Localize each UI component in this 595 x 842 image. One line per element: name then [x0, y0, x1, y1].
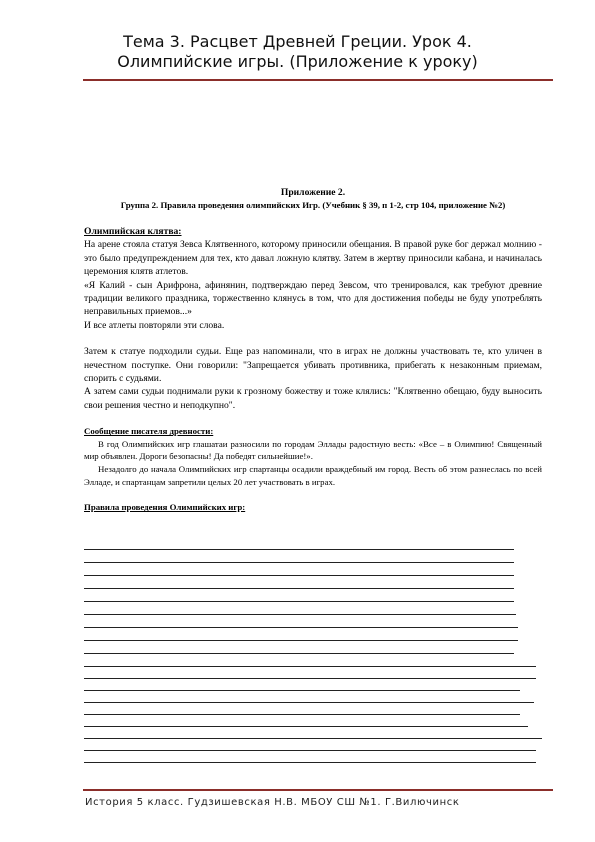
- group-assignment-text: Группа 2. Правила проведения олимпийских Игр. (Учебник § 39, п 1-2, стр 104, приложение №2): [120, 200, 506, 211]
- answer-line[interactable]: [84, 738, 542, 739]
- oath-quote: «Я Калий - сын Арифрона, афинянин, подтверждаю перед Зевсом, что тренировался, как требуют древние традиции великого праздника, торжественно клянусь в том, что для достижения победы не буду употреблять неправильных приемов...»: [84, 279, 542, 318]
- oath-after-text: И все атлеты повторяли эти слова.: [84, 319, 225, 331]
- answer-line[interactable]: [84, 750, 536, 751]
- oath-heading: Олимпийская клятва:: [84, 226, 182, 237]
- answer-line[interactable]: [84, 678, 536, 679]
- appendix-title: Приложение 2.: [280, 187, 346, 198]
- document-body: [84, 186, 542, 514]
- answer-lines: [84, 549, 544, 763]
- answer-line[interactable]: [84, 762, 536, 763]
- oath-paragraph: На арене стояла статуя Зевса Клятвенного, которому приносили обещания. В правой руке бог держал молнию - это было предупреждением для тех, кто давал ложную клятву. Затем в жертву приносили кабана, и начиналась церемония клятв атлетов.: [84, 239, 542, 278]
- judges-paragraph: Затем к статуе подходили судьи. Еще раз напоминали, что в играх не должны участвовать те, кто уличен в нечестном поступке. Они говорили: "Запрещается убивать противника, прибегать к незаконным приемам, спорить с судьями.: [84, 346, 542, 385]
- rules-heading: Правила проведения Олимпийских игр:: [84, 502, 246, 513]
- page-header: [0, 32, 595, 72]
- ancient-writer-paragraph-2: Незадолго до начала Олимпийских игр спартанцы осадили враждебный им город. Весть об этом разнеслась по всей Элладе, и спартанцам запретили целых 20 лет участвовать в играх.: [84, 464, 542, 487]
- answer-line[interactable]: [84, 627, 518, 628]
- header-divider: [83, 79, 553, 81]
- header-title-line-1: Тема 3. Расцвет Древней Греции. Урок 4.: [123, 32, 472, 51]
- ancient-writer-paragraph-1: В год Олимпийских игр глашатаи разносили по городам Эллады радостную весть: «Все – в Олимпию! Священный мир объявлен. Дороги безопасны! Да победят сильнейшие!».: [84, 438, 542, 462]
- answer-line[interactable]: [84, 666, 536, 667]
- ancient-writer-heading: Сообщение писателя древности:: [84, 426, 214, 437]
- answer-line[interactable]: [84, 702, 534, 703]
- answer-line[interactable]: [84, 714, 520, 715]
- header-title-line-2: Олимпийские игры. (Приложение к уроку): [117, 52, 478, 71]
- page-footer: История 5 класс. Гудзишевская Н.В. МБОУ СШ №1. Г.Вилючинск: [85, 797, 460, 808]
- answer-line[interactable]: [84, 726, 528, 727]
- answer-line[interactable]: [84, 588, 514, 589]
- answer-line[interactable]: [84, 614, 516, 615]
- judges-oath-paragraph: А затем сами судьи поднимали руки к грозному божеству и тоже клялись: "Клятвенно обещаю, буду выносить свои решения честно и неподкупно".: [84, 386, 542, 411]
- footer-divider: [83, 789, 553, 791]
- group-assignment-line: [84, 199, 542, 212]
- answer-line[interactable]: [84, 640, 518, 641]
- answer-line[interactable]: [84, 601, 514, 602]
- answer-line[interactable]: [84, 653, 514, 654]
- answer-line[interactable]: [84, 690, 520, 691]
- answer-line[interactable]: [84, 575, 514, 576]
- answer-line[interactable]: [84, 562, 514, 563]
- answer-line[interactable]: [84, 549, 514, 550]
